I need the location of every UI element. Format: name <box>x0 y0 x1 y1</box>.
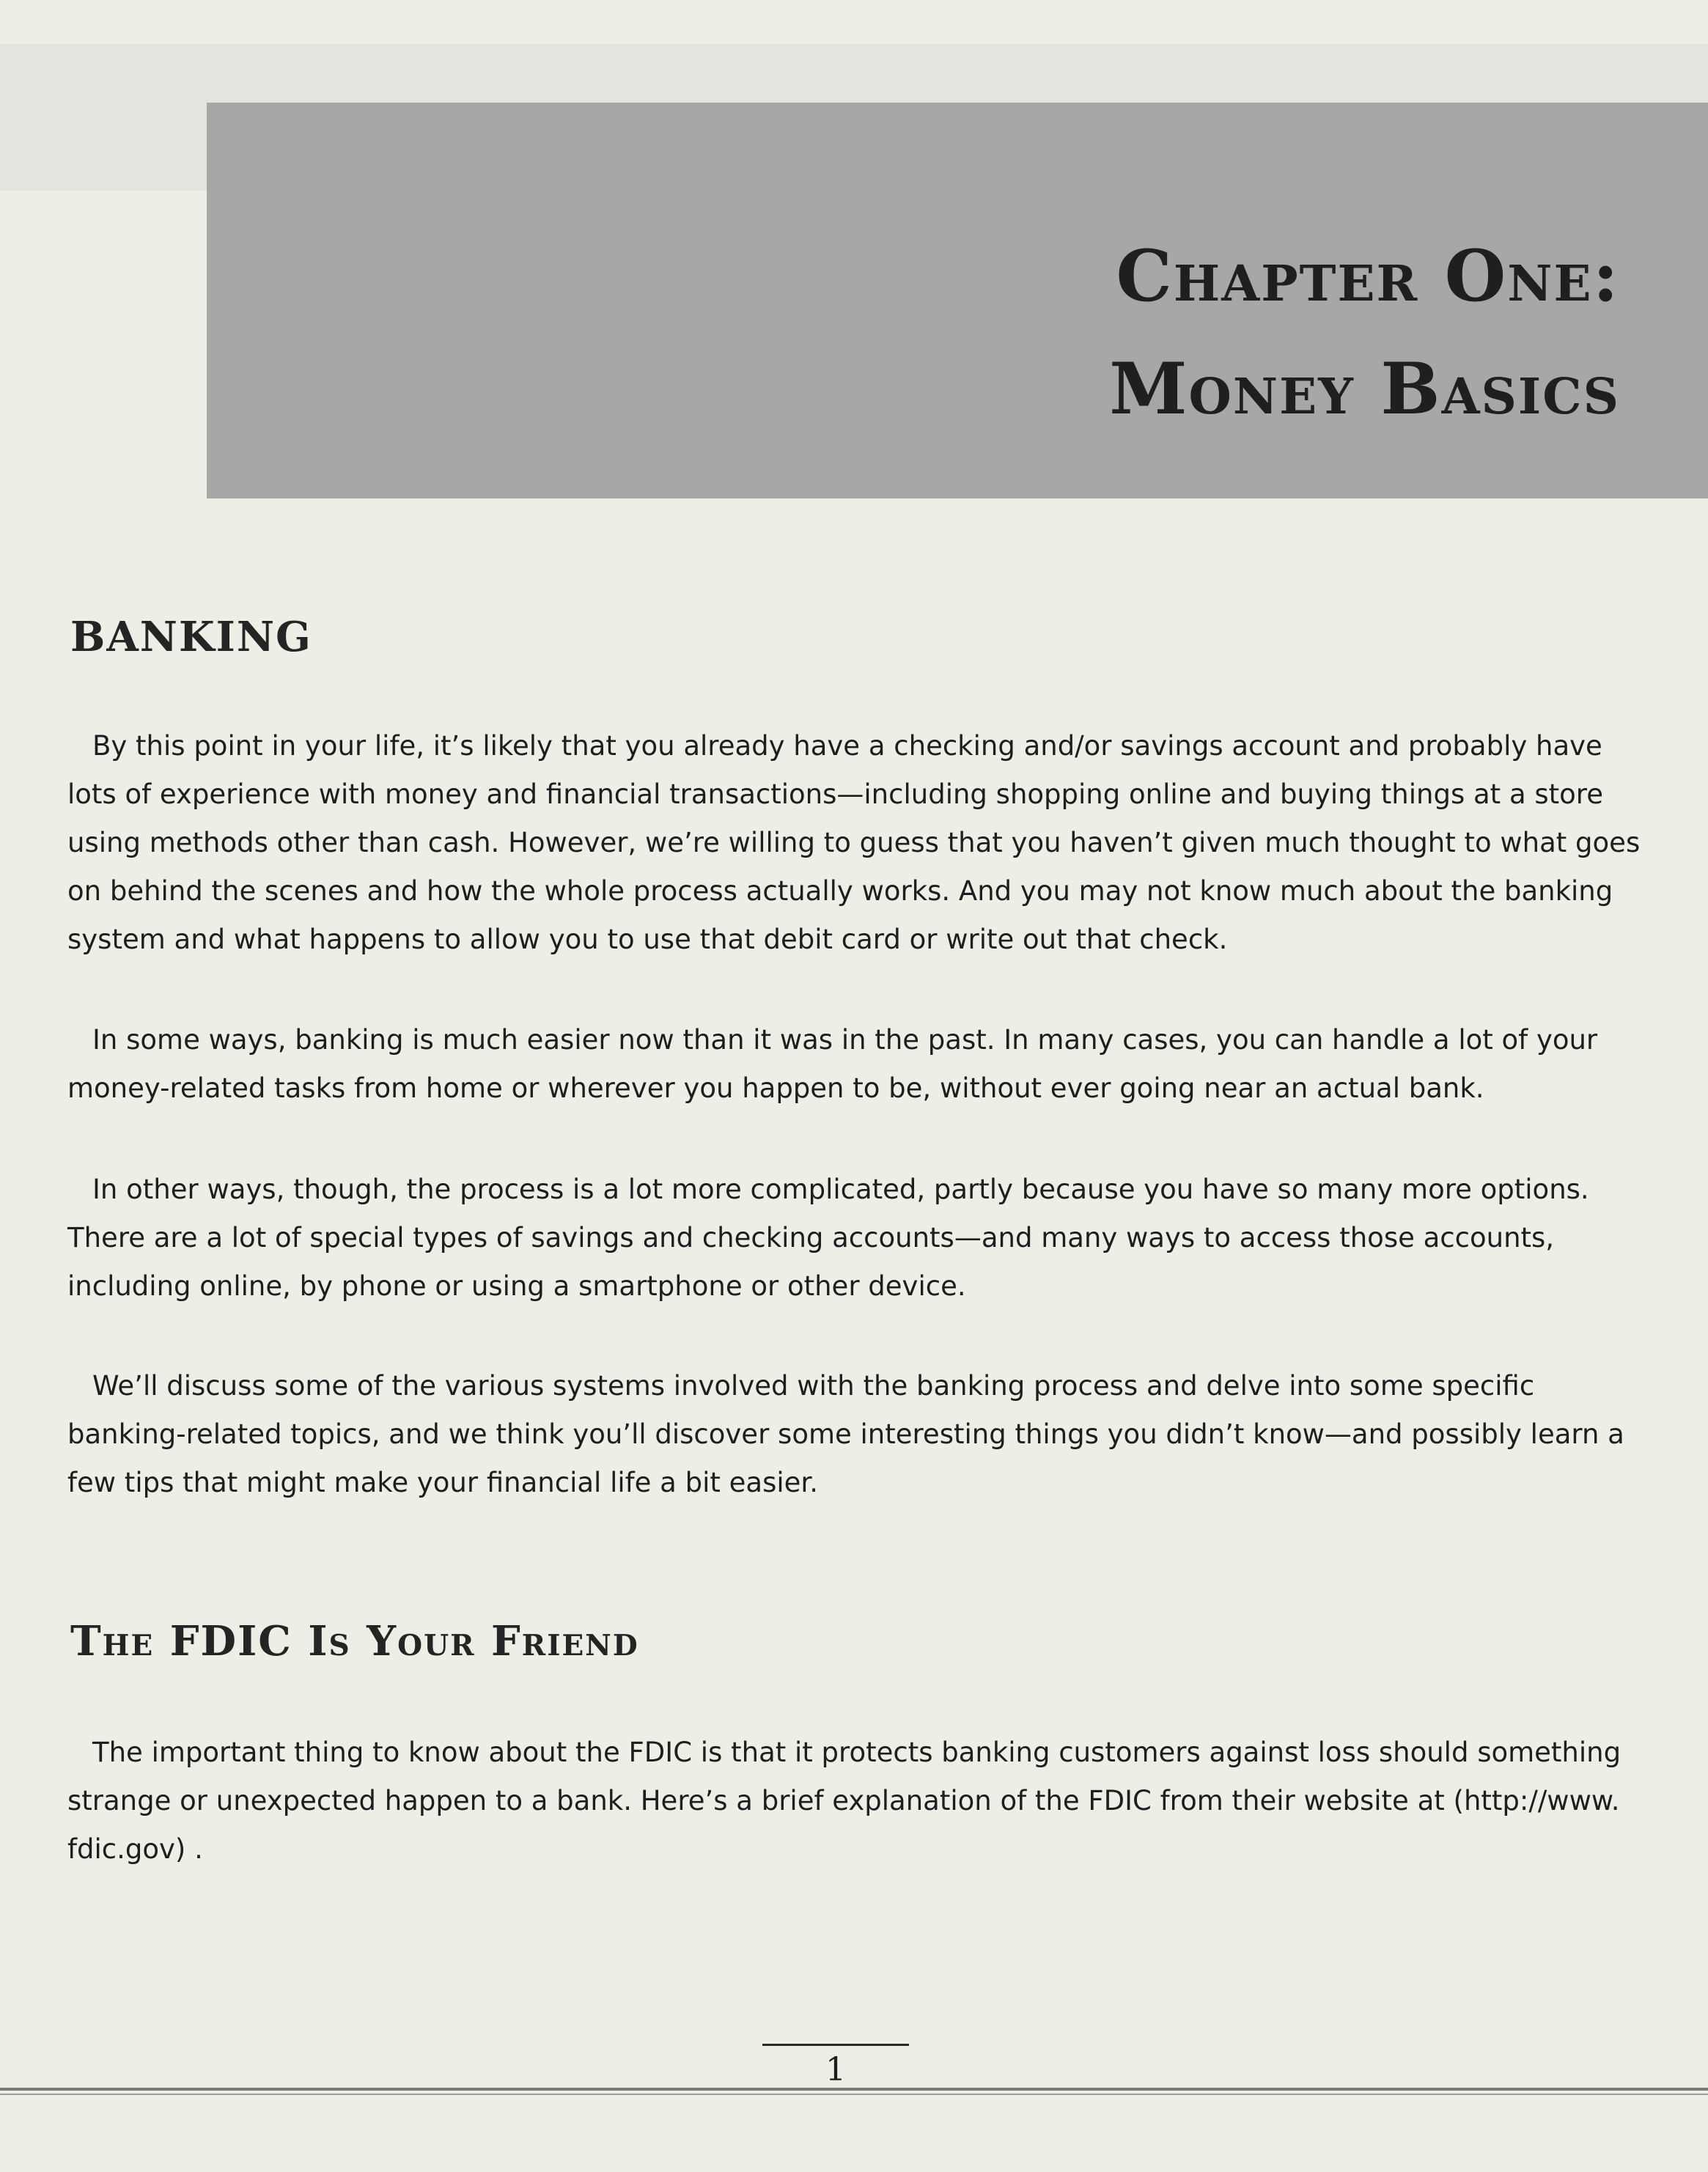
banking-paragraph-3: In other ways, though, the process is a lot more complicated, partly because you have so many more options. There are a lot of special types of savings and checking accounts—and many ways to access those accounts, including online, by phone or using a smartphone or other device. <box>67 1174 1589 1302</box>
page-number: 1 <box>825 2051 846 2088</box>
chapter-title-line1: Chapter One: <box>1116 235 1620 317</box>
chapter-title-line2: Money Basics <box>1109 347 1620 430</box>
fdic-paragraph-1: The important thing to know about the FDIC is that it protects banking customers against loss should something strange or unexpected happen to a bank. Here’s a brief explanation of the FDIC from their website at (http://www. fdic.gov) . <box>67 1737 1622 1865</box>
chapter-title <box>1109 220 1620 446</box>
banking-paragraph-2: In some ways, banking is much easier now than it was in the past. In many cases, you can handle a lot of your money-related tasks from home or wherever you happen to be, without ever going near an actual bank. <box>67 1024 1598 1104</box>
section-heading-fdic: The FDIC Is Your Friend <box>70 1617 639 1665</box>
section-heading-banking: BANKING <box>70 613 312 661</box>
footer-rule <box>0 2088 1708 2091</box>
banking-paragraph-1: By this point in your life, it’s likely that you already have a checking and/or savings account and probably have lots of experience with money and financial transactions—including shopping online and buying things at a store using methods other than cash. However, we’re willing to guess that you haven’t given much thought to what goes on behind the scenes and how the whole process actually works. And you may not know much about the banking system and what happens to allow you to use that debit card or write out that check. <box>67 730 1641 955</box>
banking-paragraph-4: We’ll discuss some of the various systems involved with the banking process and delve into some specific banking-related topics, and we think you’ll discover some interesting things you didn’t know—and possibly learn a few tips that might make your financial life a bit easier. <box>67 1370 1624 1498</box>
page-number-rule <box>762 2044 909 2046</box>
footer-rule-secondary <box>0 2094 1708 2095</box>
